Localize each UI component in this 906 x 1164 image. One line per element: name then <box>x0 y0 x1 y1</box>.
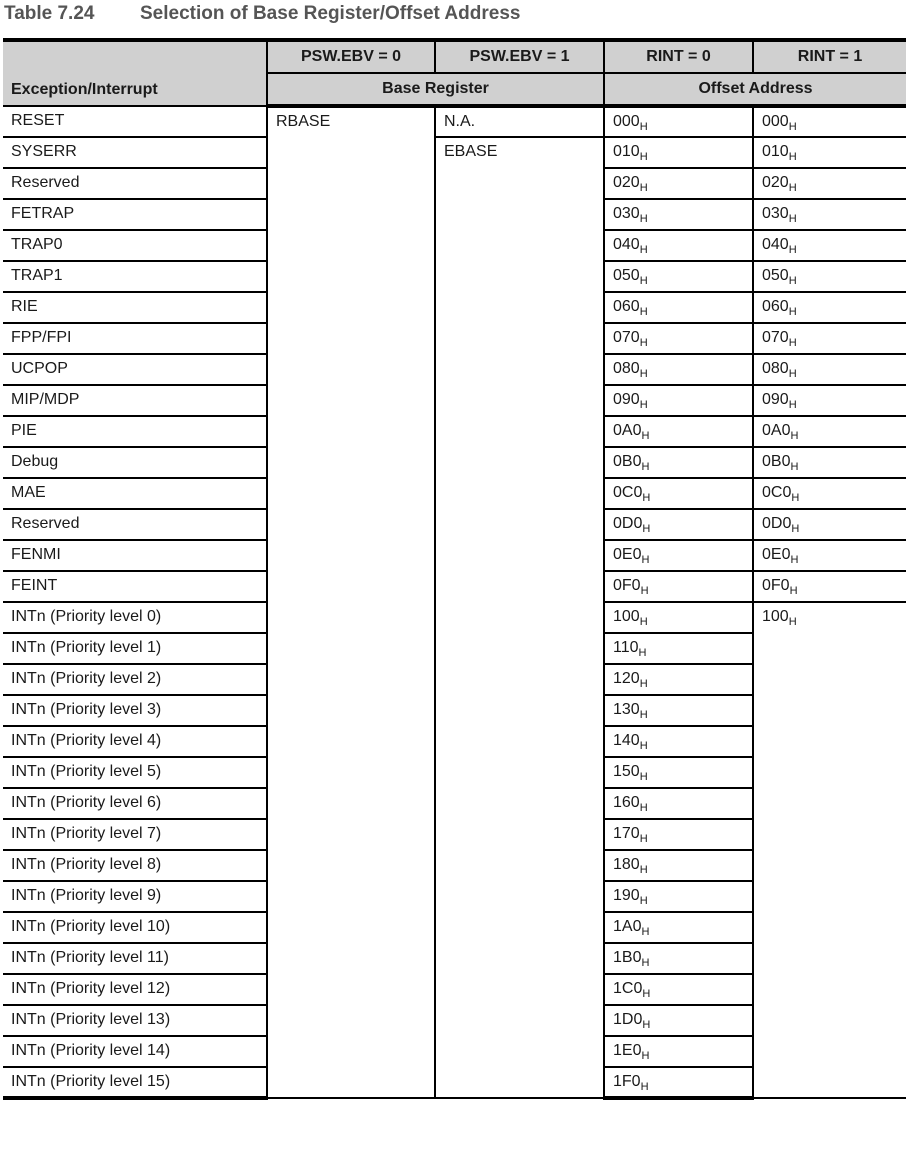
header-base-register: Base Register <box>267 73 604 106</box>
exception-name: FETRAP <box>3 199 267 230</box>
offset-rint1: $070_H$ <box>753 323 906 354</box>
exception-name: INTn (Priority level 11) <box>3 943 267 974</box>
offset-rint0: $0B0_H$ <box>604 447 753 478</box>
offset-rint0: $0E0_H$ <box>604 540 753 571</box>
offset-rint0: $030_H$ <box>604 199 753 230</box>
base-register-ebv0: RBASE <box>267 106 435 1098</box>
base-register-ebv1: EBASE <box>435 137 604 1098</box>
offset-rint1: $0E0_H$ <box>753 540 906 571</box>
exception-name: INTn (Priority level 0) <box>3 602 267 633</box>
header-rint-0: RINT = 0 <box>604 40 753 73</box>
table-row <box>3 137 906 168</box>
offset-rint0: $0D0_H$ <box>604 509 753 540</box>
offset-rint0: $0F0_H$ <box>604 571 753 602</box>
exception-name: TRAP1 <box>3 261 267 292</box>
base-register-offset-table <box>3 38 906 1100</box>
table-title: Selection of Base Register/Offset Address <box>140 3 521 24</box>
offset-rint0: $0C0_H$ <box>604 478 753 509</box>
offset-rint0: $1F0_H$ <box>604 1067 753 1098</box>
offset-rint0: $090_H$ <box>604 385 753 416</box>
offset-rint1: $030_H$ <box>753 199 906 230</box>
offset-rint0: $110_H$ <box>604 633 753 664</box>
offset-rint0: $160_H$ <box>604 788 753 819</box>
offset-rint0: $080_H$ <box>604 354 753 385</box>
header-rint-1: RINT = 1 <box>753 40 906 73</box>
exception-name: SYSERR <box>3 137 267 168</box>
offset-rint0: $1B0_H$ <box>604 943 753 974</box>
offset-rint1: $0F0_H$ <box>753 571 906 602</box>
exception-name: INTn (Priority level 14) <box>3 1036 267 1067</box>
header-exception-interrupt: Exception/Interrupt <box>3 40 267 106</box>
exception-name: INTn (Priority level 12) <box>3 974 267 1005</box>
offset-rint1: $050_H$ <box>753 261 906 292</box>
exception-name: INTn (Priority level 10) <box>3 912 267 943</box>
exception-name: INTn (Priority level 15) <box>3 1067 267 1098</box>
exception-name: INTn (Priority level 2) <box>3 664 267 695</box>
offset-rint1: $0D0_H$ <box>753 509 906 540</box>
offset-rint1: $010_H$ <box>753 137 906 168</box>
offset-rint0: $010_H$ <box>604 137 753 168</box>
exception-name: INTn (Priority level 9) <box>3 881 267 912</box>
header-offset-address: Offset Address <box>604 73 906 106</box>
header-psw-ebv-1: PSW.EBV = 1 <box>435 40 604 73</box>
offset-rint0: $060_H$ <box>604 292 753 323</box>
exception-name: INTn (Priority level 6) <box>3 788 267 819</box>
offset-rint1: $080_H$ <box>753 354 906 385</box>
exception-name: FENMI <box>3 540 267 571</box>
exception-name: PIE <box>3 416 267 447</box>
table-row <box>3 106 906 137</box>
table-body <box>3 106 906 1098</box>
exception-name: INTn (Priority level 4) <box>3 726 267 757</box>
offset-rint1: $000_H$ <box>753 106 906 137</box>
exception-name: INTn (Priority level 8) <box>3 850 267 881</box>
offset-rint0: $190_H$ <box>604 881 753 912</box>
offset-rint0: $140_H$ <box>604 726 753 757</box>
exception-name: INTn (Priority level 5) <box>3 757 267 788</box>
offset-rint0: $1D0_H$ <box>604 1005 753 1036</box>
offset-rint0: $040_H$ <box>604 230 753 261</box>
exception-name: FPP/FPI <box>3 323 267 354</box>
exception-name: MAE <box>3 478 267 509</box>
offset-rint0: $1A0_H$ <box>604 912 753 943</box>
offset-rint0: $1C0_H$ <box>604 974 753 1005</box>
offset-rint0: $130_H$ <box>604 695 753 726</box>
offset-rint0: $000_H$ <box>604 106 753 137</box>
exception-name: FEINT <box>3 571 267 602</box>
exception-name: Debug <box>3 447 267 478</box>
offset-rint1: $090_H$ <box>753 385 906 416</box>
offset-rint0: $150_H$ <box>604 757 753 788</box>
offset-rint0: $100_H$ <box>604 602 753 633</box>
offset-rint0: $180_H$ <box>604 850 753 881</box>
offset-rint0: $120_H$ <box>604 664 753 695</box>
exception-name: INTn (Priority level 7) <box>3 819 267 850</box>
offset-rint1: $060_H$ <box>753 292 906 323</box>
offset-rint1: $0A0_H$ <box>753 416 906 447</box>
exception-name: INTn (Priority level 3) <box>3 695 267 726</box>
exception-name: TRAP0 <box>3 230 267 261</box>
offset-rint0: $050_H$ <box>604 261 753 292</box>
base-register-ebv1: N.A. <box>435 106 604 137</box>
offset-rint0: $0A0_H$ <box>604 416 753 447</box>
offset-rint0: $1E0_H$ <box>604 1036 753 1067</box>
offset-rint0: $170_H$ <box>604 819 753 850</box>
exception-name: MIP/MDP <box>3 385 267 416</box>
table-number: Table 7.24 <box>4 3 95 24</box>
table-caption <box>4 3 520 25</box>
header-psw-ebv-0: PSW.EBV = 0 <box>267 40 435 73</box>
exception-name: INTn (Priority level 13) <box>3 1005 267 1036</box>
exception-name: Reserved <box>3 168 267 199</box>
exception-name: UCPOP <box>3 354 267 385</box>
offset-rint0: $070_H$ <box>604 323 753 354</box>
offset-rint1: $0B0_H$ <box>753 447 906 478</box>
exception-name: RIE <box>3 292 267 323</box>
offset-rint1: $040_H$ <box>753 230 906 261</box>
exception-name: RESET <box>3 106 267 137</box>
offset-rint0: $020_H$ <box>604 168 753 199</box>
offset-rint1: $020_H$ <box>753 168 906 199</box>
exception-name: INTn (Priority level 1) <box>3 633 267 664</box>
exception-name: Reserved <box>3 509 267 540</box>
offset-rint1: $0C0_H$ <box>753 478 906 509</box>
offset-rint1: $100_H$ <box>753 602 906 1098</box>
